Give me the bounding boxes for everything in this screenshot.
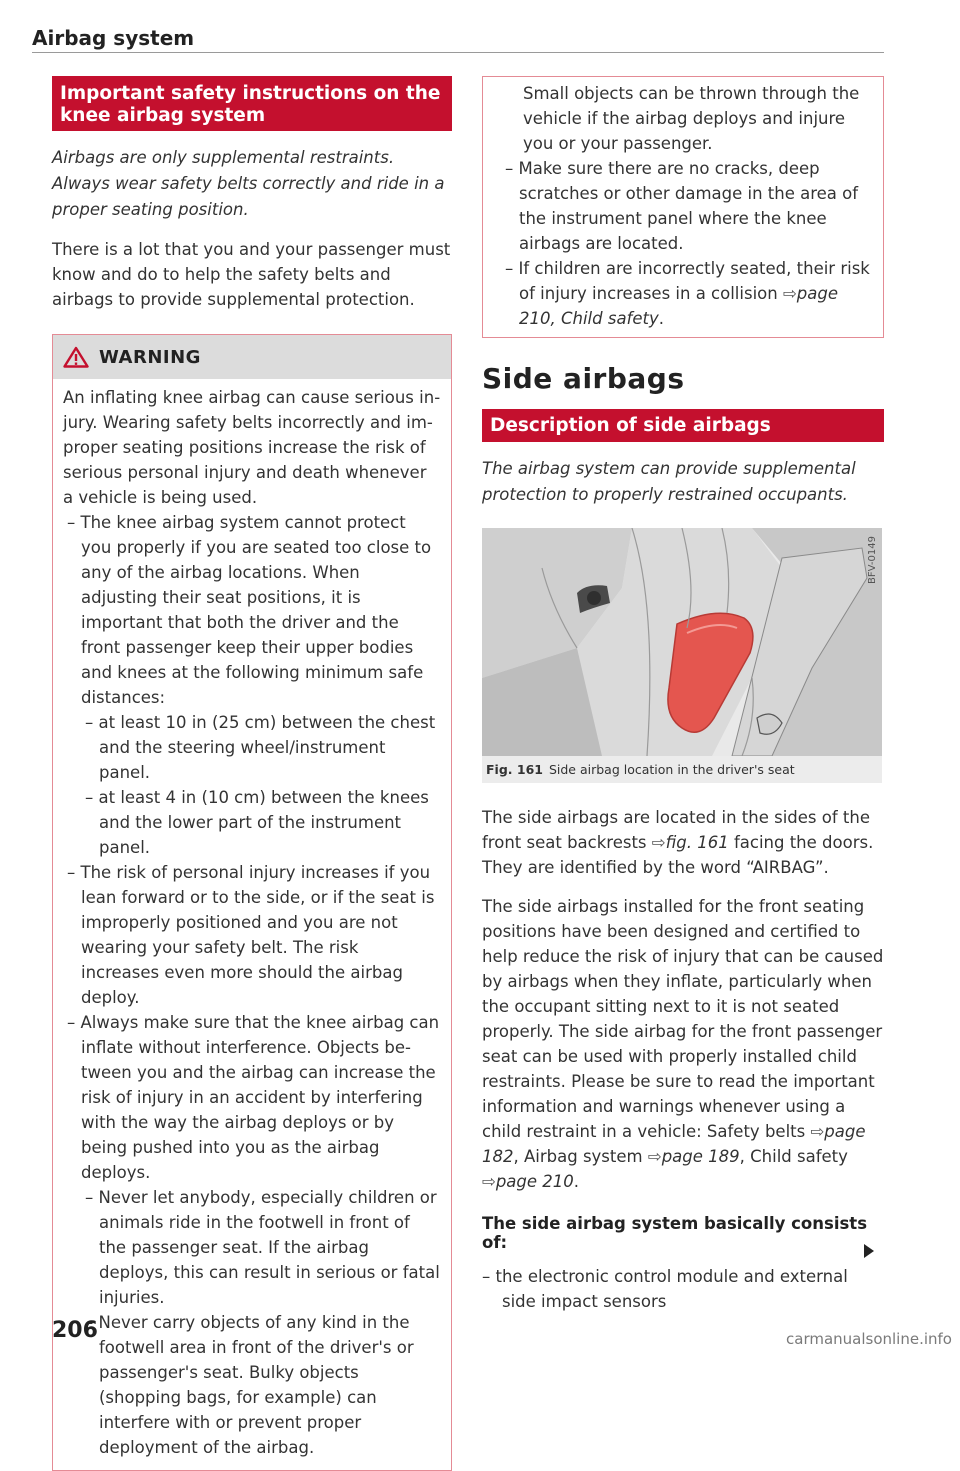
warning-bullet: – If children are incorrectly seated, their risk of injury increases in a collision ⇨page 210, Child safety. [505,259,870,328]
warning-bullet: – Always make sure that the knee airbag can inflate without interference. Objects between you and the airbag can increase the risk of injury in an accident by interfering with the way the airbag deploys or by being pushed into you as the airbag deploys. [67,1013,440,1182]
page-number: 206 [52,1318,98,1343]
warning-continued-text: Small objects can be thrown through the vehicle if the airbag deploys and injure you or your passenger. [523,84,860,153]
header-divider [32,52,884,53]
figure-code: BFV-0149 [867,536,878,584]
arrow-icon: ⇨ [651,833,666,852]
warning-title: WARNING [99,346,201,368]
intro-text: Airbags are only supplemental restraints. Always wear safety belts correctly and ride in a proper seating position. [52,148,445,219]
body-paragraph: The side airbags are located in the sides of the front seat backrests ⇨fig. 161 facing the doors. They are identified by the word “AIRBAG”. [482,808,874,877]
page-reference-link[interactable]: page 210, Child safety [519,284,838,328]
continue-arrow-icon [864,1244,874,1258]
warning-bullet: – The risk of personal injury increases if you lean forward or to the side, or if the seat is improperly positioned and you are not wearing your safety belt. The risk increases even more should the airbag deploy. [67,863,435,1007]
section-title-side-airbags: Description of side airbags [482,409,884,442]
page-reference-link[interactable]: page 189 [661,1147,740,1166]
warning-lead: An inflating knee airbag can cause serious injury. Wearing safety belts incorrectly and improper seating positions increase the risk of serious personal injury and death whenever a vehicle is being used. [63,388,441,507]
heading-side-airbags: Side airbags [482,362,685,395]
intro-text: The airbag system can provide supplemental protection to properly restrained occupants. [482,459,856,504]
left-column [52,76,452,1471]
body-paragraph: There is a lot that you and your passenger must know and do to help the safety belts and airbags to provide supplemental protection. [52,240,451,309]
page-header-title: Airbag system [32,26,195,50]
warning-continuation-box [482,76,884,338]
figure-caption-text: Side airbag location in the driver's seat [548,762,795,777]
section-title-knee-airbag: Important safety instructions on the knee airbag system [52,76,452,131]
warning-body [53,379,451,1470]
page-reference-link[interactable]: page 182 [482,1122,866,1166]
warning-subbullet: – Never carry objects of any kind in the footwell area in front of the driver's or passenger's seat. Bulky objects (shopping bags, for example) can interfere with or prevent proper deployment of the airbag. [85,1313,414,1457]
warning-subbullet: – Never let anybody, especially children or animals ride in the footwell in front of the passenger seat. If the airbag deploys, this can result in serious or fatal injuries. [85,1188,440,1307]
figure-label: Fig. 161 [486,762,543,777]
warning-bullet: – The knee airbag system cannot protect you properly if you are seated too close to any of the airbag locations. When adjusting their seat positions, it is important that both the driver and the front passenger keep their upper bodies and knees at the following minimum safe distances: [67,513,432,707]
seat-illustration [482,528,882,756]
body-paragraph: The side airbags installed for the front seating positions have been designed and certified to help reduce the risk of injury that can be caused by airbags when they inflate, particularly when the occupant sitting next to it is not seated properly. The side airbag for the front passenger seat can be used with properly installed child restraints. Please be sure to read the important information and warnings whenever using a child restraint in a vehicle: Safety belts ⇨page 182, Airbag system ⇨page 189, Child safety ⇨page 210. [482,897,884,1191]
warning-box [52,334,452,1471]
right-column [482,76,884,1314]
arrow-icon: ⇨ [782,284,797,303]
page-reference-link[interactable]: page 210 [495,1172,574,1191]
arrow-icon: ⇨ [647,1147,662,1166]
figure-side-airbag [482,528,882,756]
subheading: The side airbag system basically consists of: [482,1214,868,1252]
warning-header [53,335,451,379]
arrow-icon: ⇨ [482,1172,496,1191]
warning-triangle-icon [63,346,89,368]
warning-bullet: – Make sure there are no cracks, deep scratches or other damage in the area of the instrument panel where the knee airbags are located. [505,159,859,253]
warning-subbullet: – at least 10 in (25 cm) between the chest and the steering wheel/instrument panel. [85,713,436,782]
list-item: – the electronic control module and external side impact sensors [482,1267,848,1311]
arrow-icon: ⇨ [810,1122,825,1141]
figure-reference-link[interactable]: fig. 161 [665,833,729,852]
warning-subbullet: – at least 4 in (10 cm) between the knees and the lower part of the instrument panel. [85,788,429,857]
figure-caption [482,756,882,783]
watermark: carmanualsonline.info [786,1330,952,1348]
